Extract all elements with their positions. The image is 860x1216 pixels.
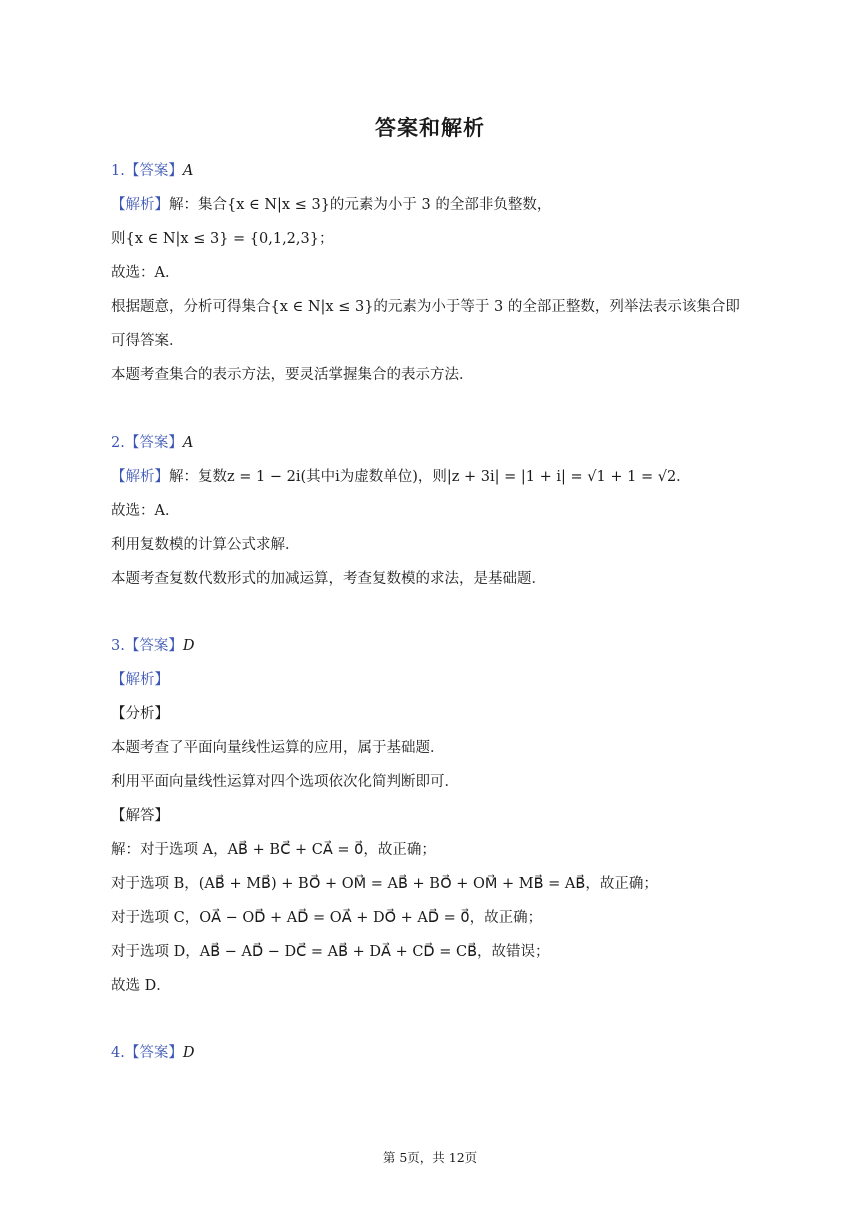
q2-line4: 本题考查复数代数形式的加减运算，考查复数模的求法，是基础题． — [111, 571, 546, 587]
q3-analysis-tag: 【解析】 — [111, 672, 169, 688]
q3-option-d: 对于选项 D，AB⃗ − AD⃗ − DC⃗ = AB⃗ + DA⃗ + CD⃗ = CB⃗，故错误； — [111, 944, 550, 960]
q1-line5: 可得答案． — [111, 333, 184, 349]
q3-answer-tag: 【答案】 — [124, 638, 183, 654]
q4-answer-line — [111, 1043, 194, 1063]
q3-jieda-tag: 【解答】 — [111, 808, 169, 824]
q1-number: 1. — [111, 163, 125, 179]
q3-answer-line — [111, 636, 194, 656]
q3-option-c: 对于选项 C，OA⃗ − OD⃗ + AD⃗ = OA⃗ + DO⃗ + AD⃗ = 0⃗，故正确； — [111, 910, 543, 926]
q4-number: 4. — [111, 1045, 125, 1061]
q1-line4: 根据题意，分析可得集合{x ∈ N|x ≤ 3}的元素为小于等于 3 的全部正整数，列举法表示该集合即 — [111, 299, 740, 315]
q2-analysis-tag: 【解析】 — [111, 469, 169, 485]
q3-answer: D — [182, 638, 195, 654]
q1-answer-tag: 【答案】 — [124, 163, 183, 179]
q2-answer-line — [111, 433, 193, 453]
q2-line3: 利用复数模的计算公式求解． — [111, 537, 300, 553]
q2-line2: 故选：A． — [111, 503, 180, 519]
q1-answer-line — [111, 161, 193, 181]
q1-line3: 故选：A． — [111, 265, 180, 281]
q3-fenxi-tag: 【分析】 — [111, 706, 169, 722]
q3-conclusion: 故选 D． — [111, 978, 171, 994]
q1-analysis-line — [111, 195, 551, 215]
q3-fenxi1: 本题考查了平面向量线性运算的应用，属于基础题． — [111, 740, 445, 756]
q1-analysis-text: 解：集合{x ∈ N|x ≤ 3}的元素为小于 3 的全部非负整数， — [169, 197, 552, 213]
q2-analysis-text: 解：复数z = 1 − 2i(其中i为虚数单位)，则|z + 3i| = |1 + i| = √1 + 1 = √2． — [169, 469, 691, 485]
q4-answer-tag: 【答案】 — [124, 1045, 183, 1061]
page-footer: 第 5页，共 12页 — [382, 1150, 478, 1165]
q1-line2: 则{x ∈ N|x ≤ 3} = {0,1,2,3}； — [111, 231, 334, 247]
q2-number: 2. — [111, 435, 125, 451]
q3-option-b: 对于选项 B，(AB⃗ + MB⃗) + BO⃗ + OM⃗ = AB⃗ + BO⃗ + OM⃗ + MB⃗ = AB⃗，故正确； — [111, 876, 658, 892]
q3-option-a: 解：对于选项 A，AB⃗ + BC⃗ + CA⃗ = 0⃗，故正确； — [111, 842, 436, 858]
q2-answer-tag: 【答案】 — [124, 435, 183, 451]
q2-answer: A — [182, 435, 194, 451]
q3-fenxi2: 利用平面向量线性运算对四个选项依次化简判断即可． — [111, 774, 459, 790]
q1-answer: A — [182, 163, 194, 179]
page-title: 答案和解析 — [375, 115, 485, 140]
q3-number: 3. — [111, 638, 125, 654]
q4-answer: D — [182, 1045, 195, 1061]
q1-analysis-tag: 【解析】 — [111, 197, 169, 213]
q2-analysis-line — [111, 467, 691, 487]
q1-line6: 本题考查集合的表示方法，要灵活掌握集合的表示方法． — [111, 367, 474, 383]
